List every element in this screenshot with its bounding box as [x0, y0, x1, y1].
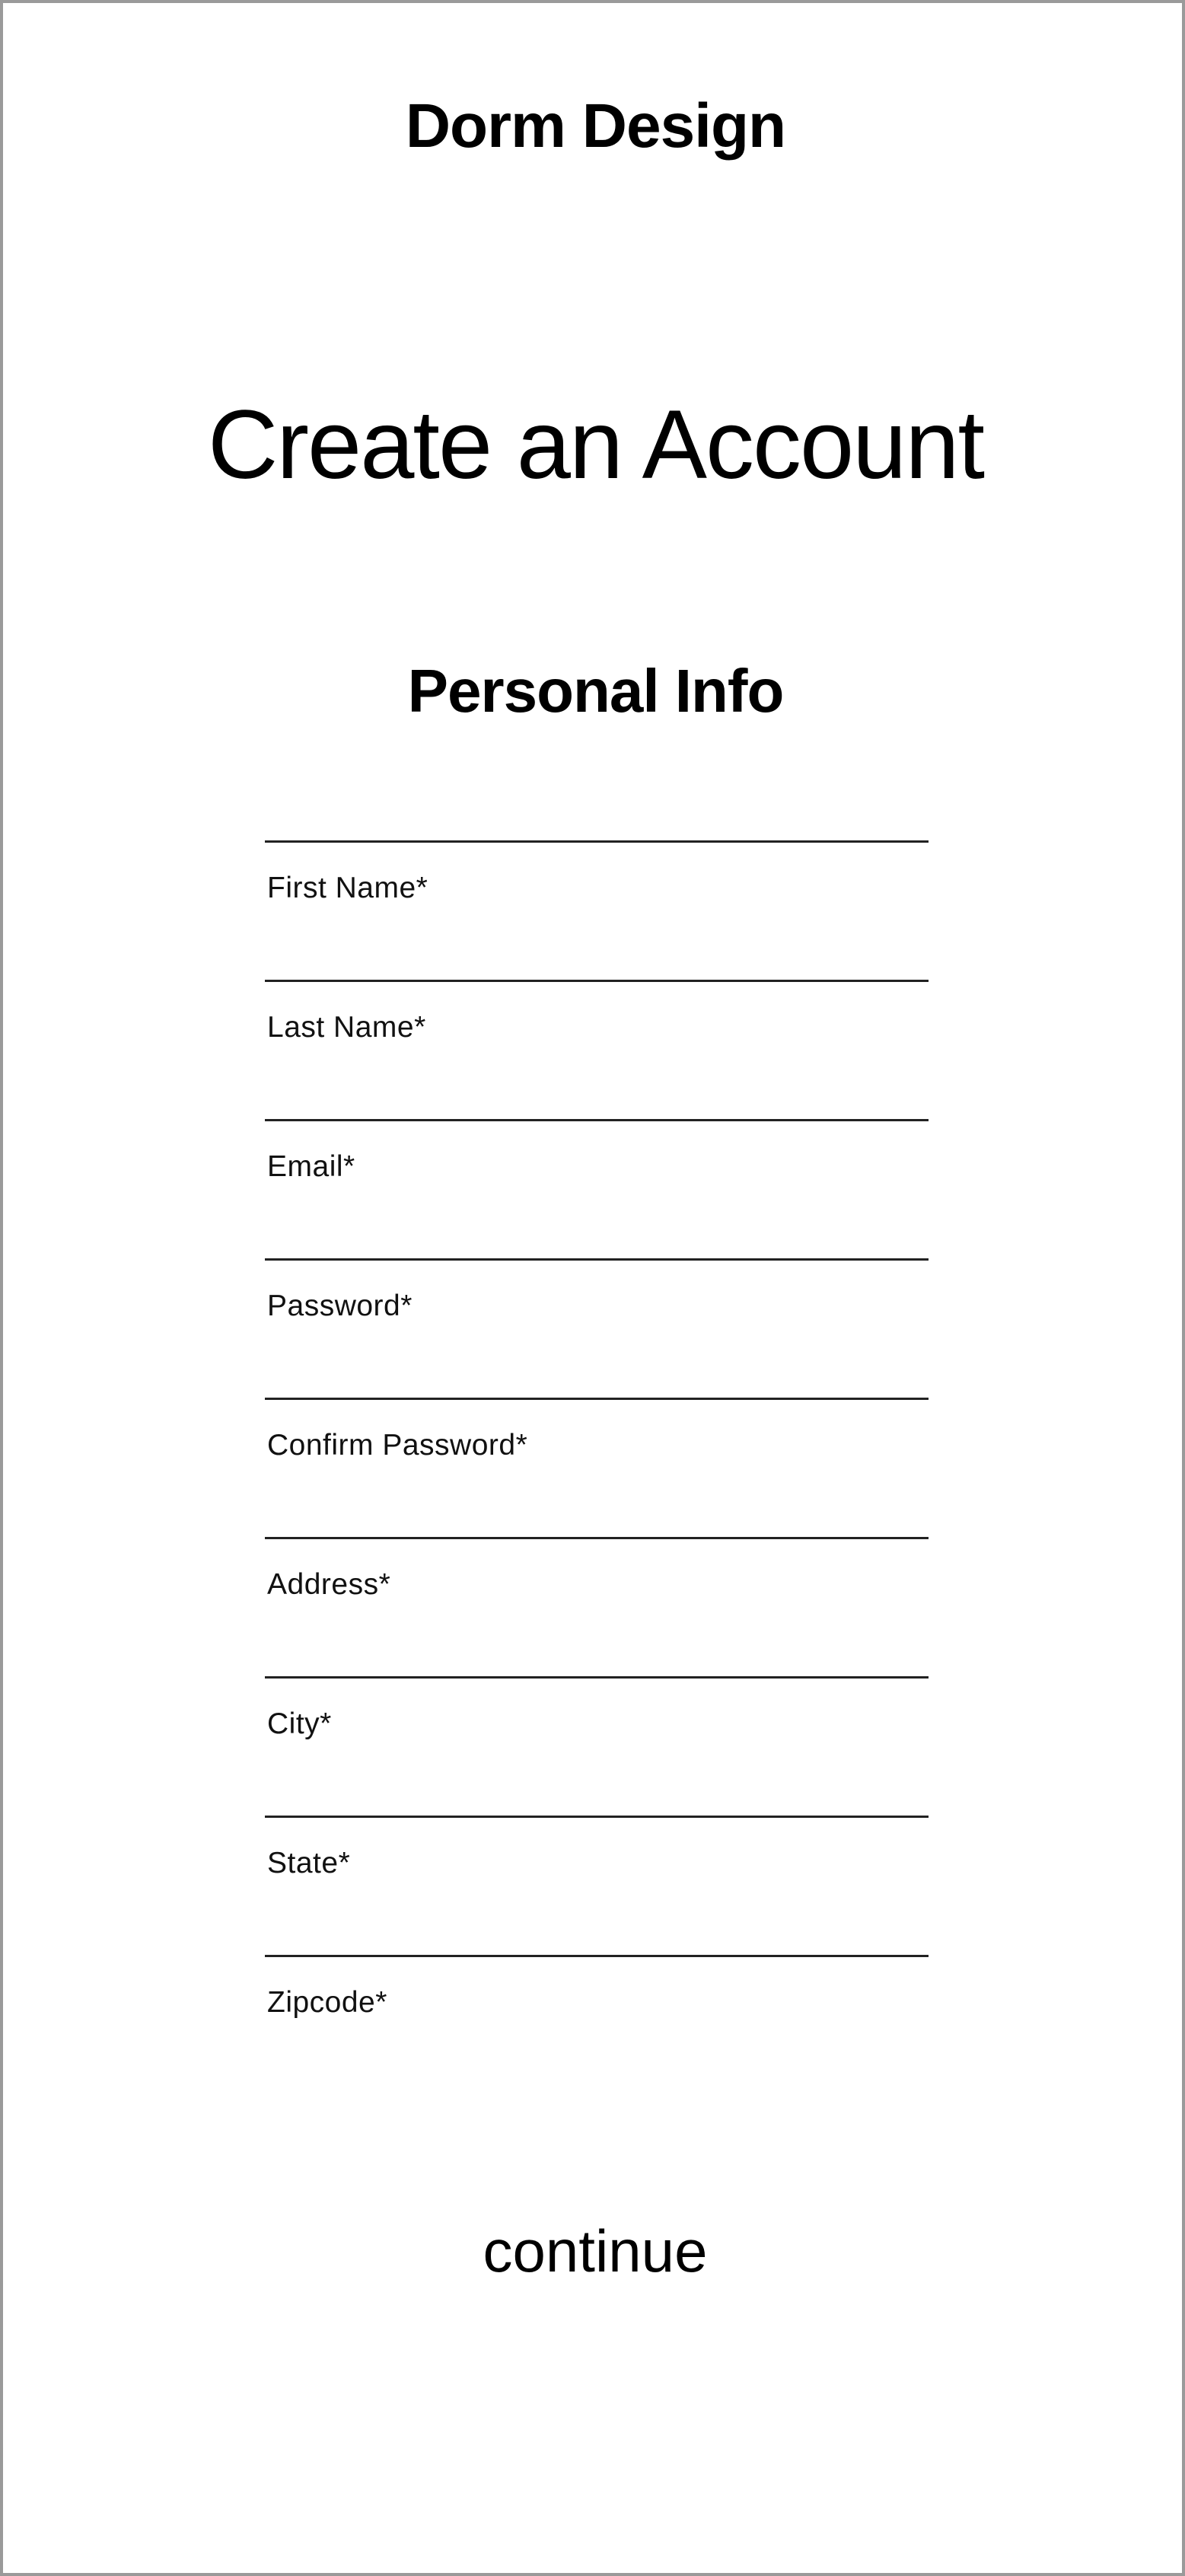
- password-label: Password*: [267, 1290, 413, 1322]
- personal-info-form: [265, 840, 929, 2094]
- state-label: State*: [267, 1847, 351, 1879]
- confirm-password-label: Confirm Password*: [267, 1429, 528, 1462]
- last-name-field[interactable]: [265, 980, 929, 1119]
- state-field[interactable]: [265, 1816, 929, 1955]
- continue-button[interactable]: continue: [443, 2209, 747, 2293]
- city-label: City*: [267, 1707, 332, 1740]
- confirm-password-field[interactable]: [265, 1398, 929, 1537]
- brand-title: Dorm Design: [405, 91, 786, 161]
- email-label: Email*: [267, 1150, 355, 1183]
- last-name-label: Last Name*: [267, 1011, 426, 1044]
- email-field[interactable]: [265, 1119, 929, 1258]
- first-name-field[interactable]: [265, 840, 929, 980]
- address-field[interactable]: [265, 1537, 929, 1676]
- zipcode-field[interactable]: [265, 1955, 929, 2094]
- page-title: Create an Account: [207, 390, 984, 499]
- city-field[interactable]: [265, 1676, 929, 1816]
- zipcode-label: Zipcode*: [267, 1986, 387, 2019]
- first-name-label: First Name*: [267, 872, 428, 904]
- address-label: Address*: [267, 1568, 391, 1601]
- password-field[interactable]: [265, 1258, 929, 1398]
- section-title: Personal Info: [407, 657, 784, 725]
